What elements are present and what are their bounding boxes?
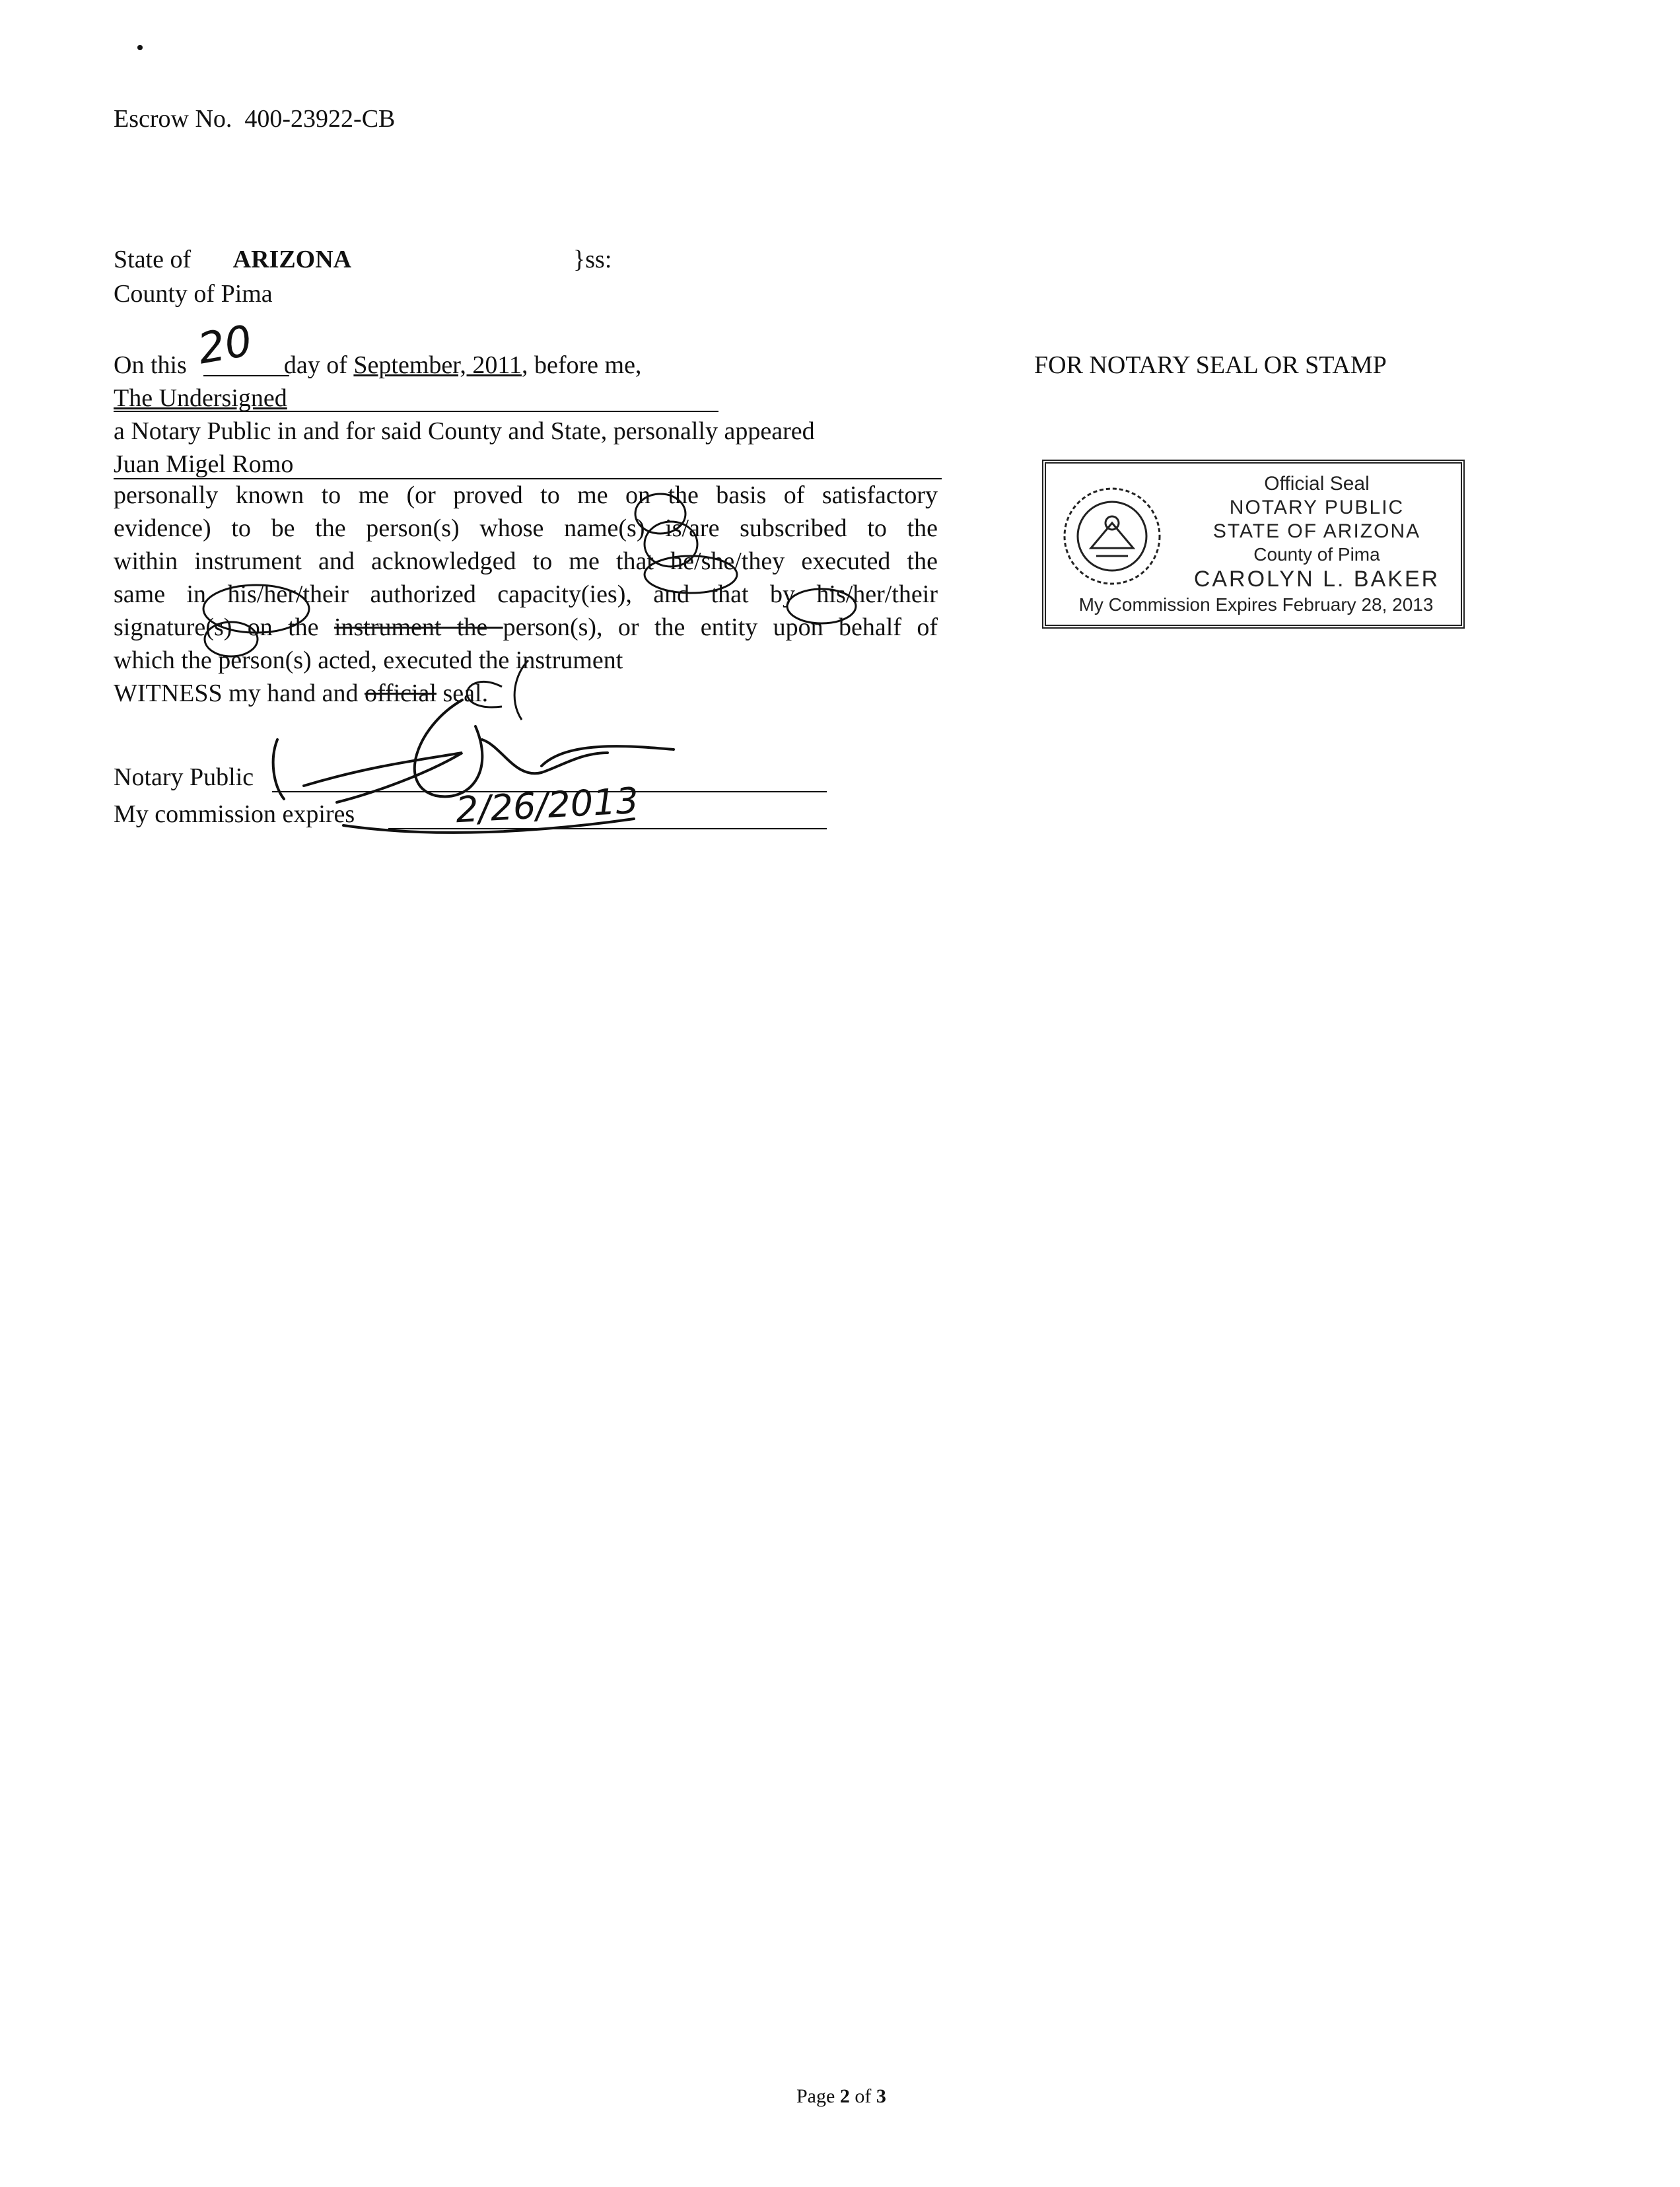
body-line: which the person(s) acted, executed the instrument xyxy=(114,646,623,674)
body-text: person(s), or the entity upon behalf of xyxy=(503,613,938,641)
page-current: 2 xyxy=(839,2085,850,2107)
circle-mark xyxy=(635,494,685,534)
state-name: ARIZONA xyxy=(232,246,352,273)
page-number xyxy=(796,2085,886,2108)
circle-mark xyxy=(645,522,697,567)
commission-label: My commission expires xyxy=(114,800,355,828)
body-line: within instrument and acknowledged to me that he/she/they executed the xyxy=(114,547,938,575)
body-line: same in his/her/their authorized capacity(ies), and that by his/her/their xyxy=(114,580,938,608)
ss-mark: }ss: xyxy=(573,246,612,273)
county-label: County of xyxy=(114,280,215,308)
signer-name: Juan Migel Romo xyxy=(114,450,294,478)
state-seal-icon xyxy=(1059,483,1165,589)
stamp-line: CAROLYN L. BAKER xyxy=(1193,567,1440,592)
struck-text: the xyxy=(441,613,503,641)
stamp-line: My Commission Expires February 28, 2013 xyxy=(1078,594,1434,615)
stamp-line: Official Seal xyxy=(1264,473,1370,495)
seal-area-label: FOR NOTARY SEAL OR STAMP xyxy=(1034,351,1387,379)
notary-public-label: Notary Public xyxy=(114,763,254,791)
circle-mark xyxy=(645,556,737,593)
stamp-line: County of Pima xyxy=(1253,544,1380,565)
on-this-label: On this xyxy=(114,351,187,379)
notary-in-and-for: a Notary Public in and for said County and State, personally appeared xyxy=(114,417,815,445)
body-line: evidence) to be the person(s) whose name(s) is/are subscribed to the xyxy=(114,514,938,542)
body-line: personally known to me (or proved to me on the basis of satisfactory xyxy=(114,481,938,509)
circle-mark xyxy=(205,622,258,656)
witness-text: WITNESS my hand and xyxy=(114,679,365,707)
circle-mark xyxy=(203,585,309,633)
struck-text: official xyxy=(364,679,437,707)
page-total: 3 xyxy=(876,2085,886,2107)
before-me-label: , before me, xyxy=(521,351,642,379)
county-name: Pima xyxy=(221,280,273,308)
day-of-label: day of xyxy=(283,351,347,379)
escrow-number: 400-23922-CB xyxy=(244,105,396,133)
circle-mark xyxy=(787,589,856,623)
page-prefix: Page xyxy=(796,2085,840,2107)
officer-name: The Undersigned xyxy=(114,384,287,412)
body-text: signature(s) on the xyxy=(114,613,334,641)
page-of: of xyxy=(849,2085,876,2107)
commission-line xyxy=(388,828,827,829)
struck-text: instrument xyxy=(333,613,442,641)
day-handwritten: 20 xyxy=(194,316,256,374)
stamp-line: STATE OF ARIZONA xyxy=(1212,520,1421,542)
witness-text: seal. xyxy=(436,679,489,707)
stamp-line: NOTARY PUBLIC xyxy=(1229,497,1405,518)
state-label: State of xyxy=(114,246,192,273)
escrow-label: Escrow No. xyxy=(114,105,232,133)
commission-date-handwritten: 2/26/2013 xyxy=(454,779,640,831)
month-year: September, 2011 xyxy=(353,351,522,379)
notary-stamp xyxy=(1042,460,1465,629)
pronoun-circles xyxy=(0,0,1680,858)
